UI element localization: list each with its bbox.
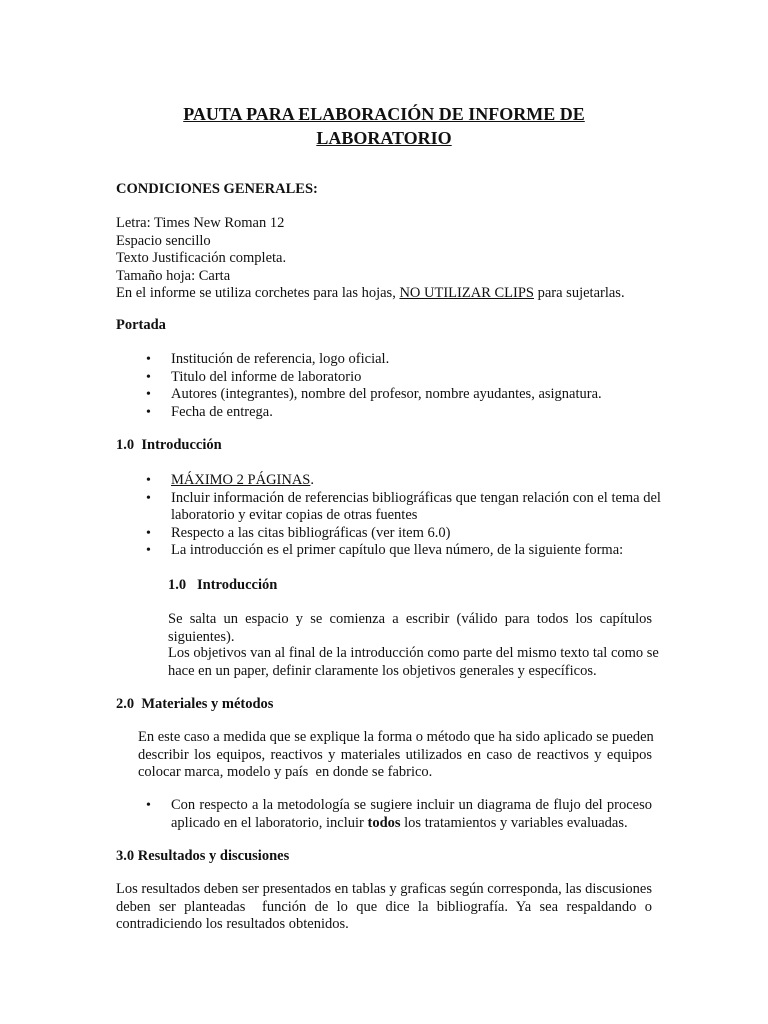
clips-text-pre: En el informe se utiliza corchetes para las hojas, [116,285,400,301]
max-pages: MÁXIMO 2 PÁGINAS [171,472,311,488]
clips-text-post: para sujetarlas. [533,285,625,301]
document-title [0,102,768,150]
condition-clips [116,285,625,303]
item-line: • Con respecto a la metodología se sugiere incluir un diagrama de flujo del proceso [171,797,652,813]
paragraph-line: Los objetivos van al final de la introducción como parte del mismo texto tal como se [168,645,659,661]
paragraph-line: Los resultados deben ser presentados en tablas y graficas según corresponda, las discusiones [116,881,652,897]
results-paragraph [116,881,652,934]
materials-list [146,797,652,832]
list-item: • La introducción es el primer capítulo que lleva número, de la siguiente forma: [146,542,676,560]
intro-list [146,472,676,560]
item-line [171,815,652,833]
intro-heading: 1.0 Introducción [116,437,222,453]
paragraph-line: siguientes). [168,628,235,645]
emphasis-text: todos [367,814,401,831]
condition-justification: Texto Justificación completa. [116,250,287,266]
list-item: • Institución de referencia, logo oficial. [146,351,666,369]
intro-example-heading: 1.0 Introducción [168,577,278,593]
results-heading: 3.0 Resultados y discusiones [116,848,290,864]
item-text: aplicado en el laboratorio, incluir [171,814,368,831]
max-pages-period: . [310,472,314,488]
general-heading: CONDICIONES GENERALES: [116,181,318,197]
intro-example-paragraph-1 [168,611,652,646]
title-line-1: PAUTA PARA ELABORACIÓN DE INFORME DE [183,104,585,124]
list-item: • Fecha de entrega. [146,404,666,422]
condition-spacing: Espacio sencillo [116,232,211,249]
paragraph-line: colocar marca, modelo y país en donde se fabrico. [138,764,433,780]
list-item: • Autores (integrantes), nombre del profesor, nombre ayudantes, asignatura. [146,386,666,404]
item-line: • Incluir información de referencias bibliográficas que tengan relación con el tema del [171,489,661,506]
clips-warning: NO UTILIZAR CLIPS [399,285,534,301]
paragraph-line: En este caso a medida que se explique la forma o método que ha sido aplicado se pueden [138,729,654,745]
portada-heading: Portada [116,317,166,333]
paragraph-line: hace en un paper, definir claramente los objetivos generales y específicos. [168,662,597,679]
item-text: los tratamientos y variables evaluadas. [400,814,628,831]
list-item [146,472,676,490]
portada-list [146,351,666,421]
paragraph-line: deben ser planteadas función de lo que dice la bibliografía. Ya sea respaldando o [116,898,652,915]
paragraph-line: Se salta un espacio y se comienza a escribir (válido para todos los capítulos [168,611,652,627]
list-item [146,490,676,525]
general-conditions [116,215,625,303]
materials-paragraph [138,729,652,782]
list-item: • Titulo del informe de laboratorio [146,369,666,387]
materials-heading: 2.0 Materiales y métodos [116,696,274,712]
item-line: laboratorio y evitar copias de otras fuentes [171,507,418,523]
list-item: • Respecto a las citas bibliográficas (ver item 6.0) [146,525,676,543]
intro-example-paragraph-2 [168,645,659,680]
list-item [146,797,652,832]
paragraph-line: describir los equipos, reactivos y materiales utilizados en caso de reactivos y equipos [138,746,652,763]
condition-page-size: Tamaño hoja: Carta [116,267,231,284]
paragraph-line: contradiciendo los resultados obtenidos. [116,916,349,932]
condition-font: Letra: Times New Roman 12 [116,215,285,231]
title-line-2: LABORATORIO [316,128,452,148]
